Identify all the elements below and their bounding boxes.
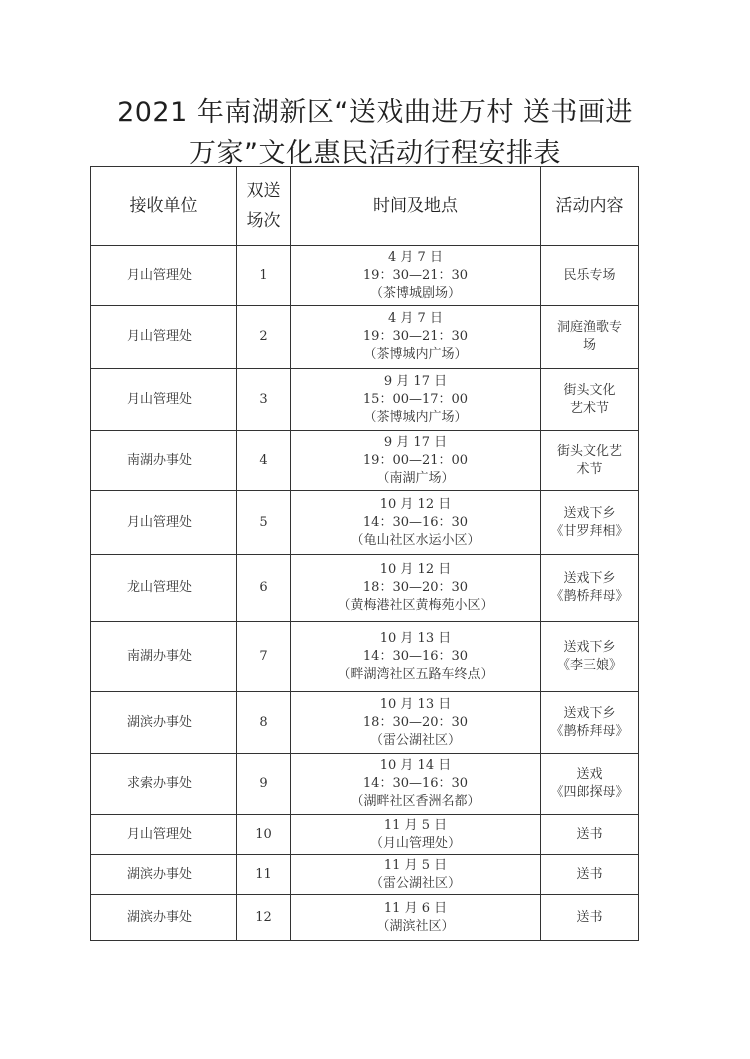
cell-activity xyxy=(541,369,639,431)
table-row xyxy=(91,895,639,941)
table-row xyxy=(91,431,639,491)
cell-activity xyxy=(541,692,639,754)
table-row xyxy=(91,754,639,815)
time: 19：30—21：30 xyxy=(362,267,469,283)
page-title-line-2: 万家”文化惠民活动行程安排表 xyxy=(189,138,561,169)
time: 19：30—21：30 xyxy=(362,329,469,344)
cell-time-place xyxy=(291,246,541,306)
cell-count: 4 xyxy=(237,431,291,491)
cell-unit: 南湖办事处 xyxy=(91,622,237,692)
cell-time-place xyxy=(291,431,541,491)
date: 9 月 17 日 xyxy=(383,434,448,450)
activity-line-2: 《鹊桥拜母》 xyxy=(550,723,629,739)
cell-time-place xyxy=(291,815,541,855)
cell-activity xyxy=(541,754,639,815)
place: （茶博城内广场） xyxy=(363,409,468,425)
cell-count: 6 xyxy=(237,555,291,622)
cell-count: 11 xyxy=(237,855,291,895)
header-content: 活动内容 xyxy=(541,167,639,246)
place: （雷公湖社区） xyxy=(369,875,461,891)
cell-time-place xyxy=(291,491,541,555)
activity-line-2: 艺术节 xyxy=(569,400,609,416)
cell-count: 5 xyxy=(237,491,291,555)
activity-line-1: 送书 xyxy=(576,826,603,842)
cell-count: 12 xyxy=(237,895,291,941)
cell-activity xyxy=(541,555,639,622)
activity-line-1: 街头文化艺 xyxy=(556,443,622,459)
time: 14：30—16：30 xyxy=(362,648,469,664)
time: 14：30—16：30 xyxy=(362,776,469,791)
date: 4 月 7 日 xyxy=(388,311,443,326)
cell-count: 8 xyxy=(237,692,291,754)
cell-count: 9 xyxy=(237,754,291,815)
cell-unit: 湖滨办事处 xyxy=(91,692,237,754)
cell-activity xyxy=(541,855,639,895)
cell-time-place xyxy=(291,754,541,815)
cell-time-place xyxy=(291,692,541,754)
date: 11 月 5 日 xyxy=(383,857,448,873)
cell-unit: 龙山管理处 xyxy=(91,555,237,622)
table-row xyxy=(91,855,639,895)
activity-line-1: 送戏下乡 xyxy=(563,705,616,721)
cell-count: 3 xyxy=(237,369,291,431)
activity-line-1: 送戏 xyxy=(576,767,603,782)
activity-line-1: 洞庭渔歌专 xyxy=(556,320,622,335)
cell-time-place xyxy=(291,369,541,431)
cell-activity xyxy=(541,491,639,555)
cell-time-place xyxy=(291,306,541,369)
activity-line-1: 送书 xyxy=(576,866,603,882)
activity-line-2: 场 xyxy=(582,338,596,353)
date: 10 月 14 日 xyxy=(379,758,452,773)
place: （茶博城剧场） xyxy=(369,285,461,301)
table-row xyxy=(91,246,639,306)
place: （湖滨社区） xyxy=(376,918,455,934)
cell-time-place xyxy=(291,855,541,895)
time: 18：30—20：30 xyxy=(362,580,469,595)
page-title-line-1: 2021 年南湖新区“送戏曲进万村 送书画进 xyxy=(117,97,633,128)
table-row xyxy=(91,622,639,692)
table-row xyxy=(91,692,639,754)
place: （湖畔社区香洲名都） xyxy=(350,794,481,809)
cell-activity xyxy=(541,895,639,941)
activity-line-1: 送书 xyxy=(576,909,603,925)
place: （龟山社区水运小区） xyxy=(350,532,481,548)
header-count xyxy=(237,167,291,246)
header-row xyxy=(91,167,639,246)
time: 14：30—16：30 xyxy=(362,514,469,530)
table-row xyxy=(91,369,639,431)
activity-line-1: 送戏下乡 xyxy=(563,639,616,655)
header-unit: 接收单位 xyxy=(91,167,237,246)
table-row xyxy=(91,555,639,622)
place: （茶博城内广场） xyxy=(363,347,468,362)
cell-unit: 南湖办事处 xyxy=(91,431,237,491)
schedule-table xyxy=(90,166,639,941)
date: 10 月 12 日 xyxy=(379,496,452,512)
cell-time-place xyxy=(291,895,541,941)
date: 4 月 7 日 xyxy=(388,249,443,265)
cell-activity xyxy=(541,306,639,369)
cell-unit: 湖滨办事处 xyxy=(91,895,237,941)
header-time-place: 时间及地点 xyxy=(291,167,541,246)
place: （畔湖湾社区五路车终点） xyxy=(337,666,494,682)
cell-activity xyxy=(541,622,639,692)
cell-unit: 月山管理处 xyxy=(91,369,237,431)
activity-line-2: 《鹊桥拜母》 xyxy=(550,589,629,604)
activity-line-2: 《甘罗拜相》 xyxy=(550,523,629,539)
time: 15：00—17：00 xyxy=(362,391,469,407)
cell-unit: 月山管理处 xyxy=(91,246,237,306)
cell-time-place xyxy=(291,555,541,622)
cell-time-place xyxy=(291,622,541,692)
cell-activity xyxy=(541,815,639,855)
activity-line-1: 送戏下乡 xyxy=(563,571,616,586)
cell-count: 7 xyxy=(237,622,291,692)
time: 18：30—20：30 xyxy=(362,714,469,730)
activity-line-1: 街头文化 xyxy=(563,382,616,398)
activity-line-2: 术节 xyxy=(576,461,603,477)
cell-unit: 月山管理处 xyxy=(91,491,237,555)
table-row xyxy=(91,306,639,369)
date: 11 月 5 日 xyxy=(383,817,448,833)
date: 11 月 6 日 xyxy=(383,900,448,916)
activity-line-2: 《李三娘》 xyxy=(556,657,622,673)
date: 10 月 13 日 xyxy=(379,630,452,646)
time: 19：00—21：00 xyxy=(362,452,469,468)
place: （雷公湖社区） xyxy=(369,732,461,748)
cell-count: 1 xyxy=(237,246,291,306)
table-row xyxy=(91,491,639,555)
place: （月山管理处） xyxy=(369,835,461,851)
table-row xyxy=(91,815,639,855)
date: 10 月 12 日 xyxy=(379,562,452,577)
cell-unit: 求索办事处 xyxy=(91,754,237,815)
cell-count: 2 xyxy=(237,306,291,369)
date: 9 月 17 日 xyxy=(383,373,448,389)
cell-unit: 月山管理处 xyxy=(91,306,237,369)
place: （南湖广场） xyxy=(376,470,455,486)
activity-line-1: 送戏下乡 xyxy=(563,505,616,521)
header-count-line-1: 双送 xyxy=(246,181,281,201)
place: （黄梅港社区黄梅苑小区） xyxy=(337,598,494,613)
header-count-line-2: 场次 xyxy=(246,211,281,231)
activity-line-2: 《四郎探母》 xyxy=(550,785,629,800)
date: 10 月 13 日 xyxy=(379,696,452,712)
activity-line-1: 民乐专场 xyxy=(563,267,616,283)
cell-activity xyxy=(541,431,639,491)
cell-unit: 湖滨办事处 xyxy=(91,855,237,895)
cell-activity xyxy=(541,246,639,306)
cell-unit: 月山管理处 xyxy=(91,815,237,855)
cell-count: 10 xyxy=(237,815,291,855)
